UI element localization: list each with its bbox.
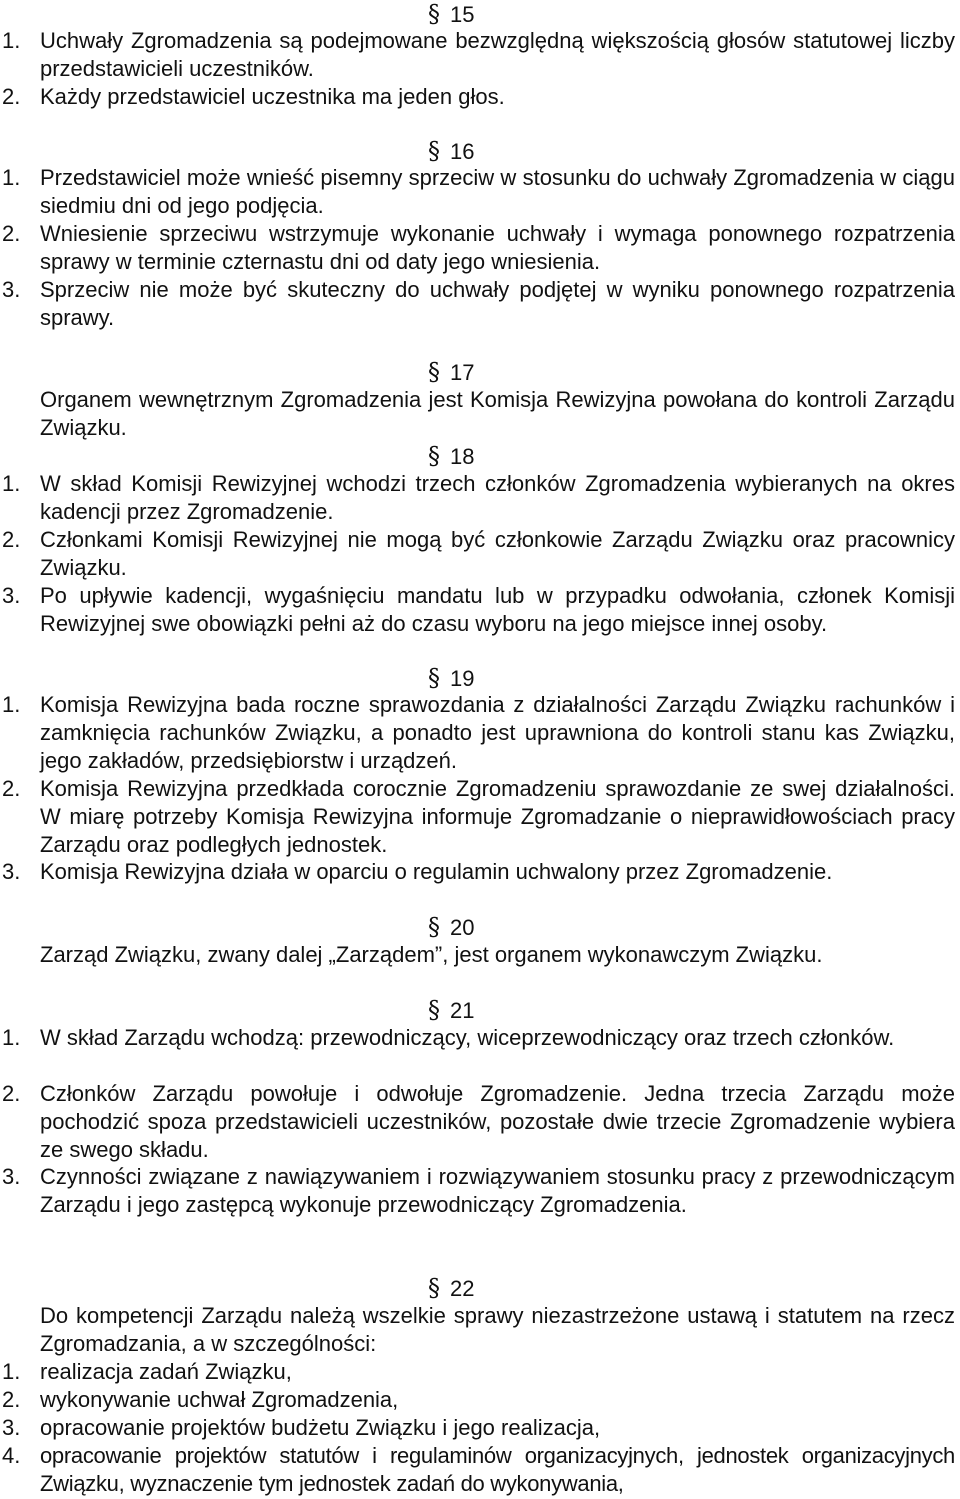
s21-item-2 [0, 1080, 960, 1164]
section-17-heading [428, 358, 474, 386]
section-20-heading [428, 913, 474, 941]
section-number: 21 [450, 998, 475, 1023]
item-number: 2. [2, 527, 21, 552]
item-text: Komisja Rewizyjna działa w oparciu o regulamin uchwalony przez Zgromadzenie. [40, 859, 833, 884]
s22-item-4 [0, 1442, 960, 1498]
item-number: 2. [2, 1387, 21, 1412]
s20-text: Zarząd Związku, zwany dalej „Zarządem”, jest organem wykonawczym Związku. [40, 942, 823, 967]
section-18-heading [428, 442, 474, 470]
section-symbol: § [428, 358, 440, 386]
s16-item-3 [0, 276, 960, 332]
section-symbol: § [428, 137, 440, 165]
item-number: 3. [2, 1164, 21, 1189]
s19-item-3 [0, 858, 960, 886]
s18-item-2 [0, 526, 960, 582]
section-symbol: § [428, 664, 440, 692]
item-text: opracowanie projektów budżetu Związku i jego realizacja, [40, 1415, 601, 1440]
item-text: Członków Zarządu powołuje i odwołuje Zgromadzenie. Jedna trzecia Zarządu może pochodzić spoza przedstawicieli uczestników, pozostałe dwie trzecie Zgromadzenie wybiera ze swego składu. [40, 1081, 955, 1162]
item-number: 1. [2, 28, 21, 53]
item-text: W skład Komisji Rewizyjnej wchodzi trzech członków Zgromadzenia wybieranych na okres kadencji przez Zgromadzenie. [40, 471, 955, 524]
section-symbol: § [428, 0, 440, 28]
item-number: 2. [2, 84, 21, 109]
item-number: 1. [2, 1359, 21, 1384]
section-symbol: § [428, 996, 440, 1024]
item-text: Po upływie kadencji, wygaśnięciu mandatu lub w przypadku odwołania, członek Komisji Rewizyjnej swe obowiązki pełni aż do czasu wyboru na jego miejsce innej osoby. [40, 583, 955, 636]
section-number: 16 [450, 139, 475, 164]
s22-item-3 [0, 1414, 960, 1442]
item-text: Wniesienie sprzeciwu wstrzymuje wykonanie uchwały i wymaga ponownego rozpatrzenia sprawy w terminie czternastu dni od daty jego wniesienia. [40, 221, 955, 274]
s15-item-2 [0, 83, 960, 111]
item-text: Sprzeciw nie może być skuteczny do uchwały podjętej w wyniku ponownego rozpatrzenia sprawy. [40, 277, 955, 330]
item-number: 2. [2, 776, 21, 801]
s15-item-1 [0, 27, 960, 83]
item-number: 1. [2, 692, 21, 717]
item-text: wykonywanie uchwał Zgromadzenia, [40, 1387, 399, 1412]
item-number: 3. [2, 583, 21, 608]
s22-item-1 [0, 1358, 960, 1386]
item-text: opracowanie projektów statutów i regulaminów organizacyjnych, jednostek organizacyjnych Związku, wyznaczenie tym jednostek zadań do wykonywania, [40, 1443, 955, 1496]
item-text: Uchwały Zgromadzenia są podejmowane bezwzględną większością głosów statutowej liczby przedstawicieli uczestników. [40, 28, 955, 81]
item-number: 2. [2, 221, 21, 246]
s18-item-3 [0, 582, 960, 666]
s18-item-1 [0, 470, 960, 526]
section-16-heading [428, 137, 474, 165]
section-21-heading [428, 996, 474, 1024]
section-symbol: § [428, 913, 440, 941]
section-symbol: § [428, 1274, 440, 1302]
item-number: 3. [2, 859, 21, 884]
item-text: Każdy przedstawiciel uczestnika ma jeden głos. [40, 84, 505, 109]
section-number: 19 [450, 666, 475, 691]
item-number: 1. [2, 165, 21, 190]
item-number: 1. [2, 471, 21, 496]
section-number: 17 [450, 360, 475, 385]
section-symbol: § [428, 442, 440, 470]
section-number: 22 [450, 1276, 475, 1301]
item-text: W skład Zarządu wchodzą: przewodniczący, wiceprzewodniczący oraz trzech członków. [40, 1025, 895, 1050]
item-text: Przedstawiciel może wnieść pisemny sprzeciw w stosunku do uchwały Zgromadzenia w ciągu siedmiu dni od jego podjęcia. [40, 165, 955, 218]
s21-item-3 [0, 1163, 960, 1247]
item-text: Komisja Rewizyjna bada roczne sprawozdania z działalności Zarządu Związku rachunków i zamknięcia rachunków Związku, a ponadto jest uprawniona do kontroli stanu kas Związku, jego zakładów, przedsiębiorstw i urządzeń. [40, 692, 955, 773]
section-22-heading [428, 1274, 474, 1302]
section-15-heading [428, 0, 474, 28]
s19-item-2 [0, 775, 960, 859]
item-number: 3. [2, 277, 21, 302]
item-text: Czynności związane z nawiązywaniem i rozwiązywaniem stosunku pracy z przewodniczącym Zarządu i jego zastępcą wykonuje przewodniczący Zgromadzenia. [40, 1164, 955, 1217]
section-number: 15 [450, 2, 475, 27]
s22-item-2 [0, 1386, 960, 1414]
section-number: 18 [450, 444, 475, 469]
item-number: 1. [2, 1025, 21, 1050]
s21-item-1 [0, 1024, 960, 1080]
item-number: 4. [2, 1443, 21, 1468]
item-text: Komisja Rewizyjna przedkłada corocznie Zgromadzeniu sprawozdanie ze swej działalności. W miarę potrzeby Komisja Rewizyjna informuje Zgromadzanie o nieprawidłowościach pracy Zarządu oraz podległych jednostek. [40, 776, 955, 857]
section-19-heading [428, 664, 474, 692]
section-number: 20 [450, 915, 475, 940]
s17-text: Organem wewnętrznym Zgromadzenia jest Komisja Rewizyjna powołana do kontroli Zarządu Związku. [40, 387, 955, 440]
item-text: Członkami Komisji Rewizyjnej nie mogą być członkowie Zarządu Związku oraz pracownicy Związku. [40, 527, 955, 580]
item-text: realizacja zadań Związku, [40, 1359, 292, 1384]
s19-item-1 [0, 691, 960, 775]
s16-item-1 [0, 164, 960, 220]
item-number: 2. [2, 1081, 21, 1106]
s16-item-2 [0, 220, 960, 276]
s22-intro: Do kompetencji Zarządu należą wszelkie sprawy niezastrzeżone ustawą i statutem na rzecz Zgromadzania, a w szczególności: [40, 1303, 955, 1356]
item-number: 3. [2, 1415, 21, 1440]
